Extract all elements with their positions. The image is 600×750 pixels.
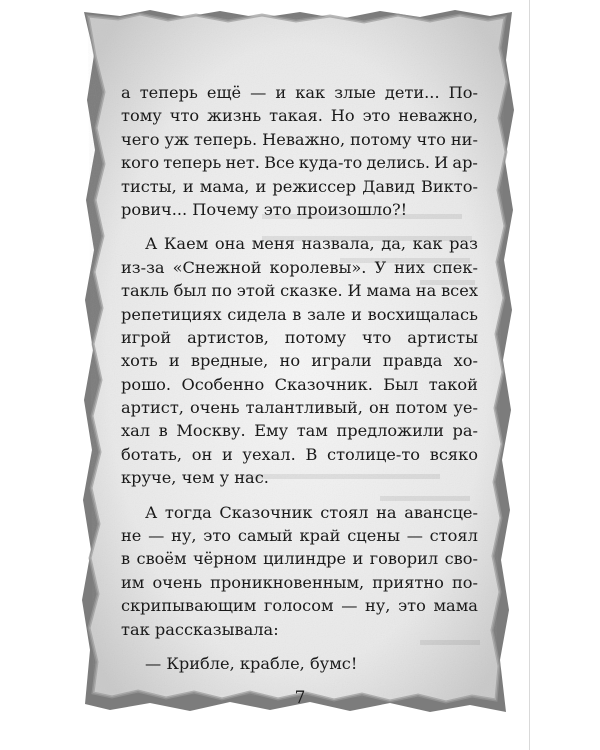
- body-text: [121, 81, 478, 675]
- text-line: А Каем она меня назвала, да, как раз: [145, 234, 478, 254]
- text-line: кого теперь нет. Все куда-то делись. И ар-: [121, 153, 478, 173]
- text-line: артист, очень талантливый, он потом уе-: [121, 398, 478, 418]
- paragraph-gap: [121, 641, 478, 652]
- text-line: — Крибле, крабле, бумс!: [145, 653, 358, 673]
- text-line: такль был по этой сказке. И мама на всех: [121, 281, 478, 301]
- text-line: тисты, и мама, и режиссер Давид Викто-: [121, 176, 478, 196]
- paragraph: [121, 81, 478, 221]
- text-line: хоть и вредные, но играли правда хо-: [121, 351, 478, 371]
- text-line: а теперь ещё — и как злые дети... По-: [121, 83, 478, 102]
- paragraph: [121, 652, 478, 675]
- text-line: не — ну, это самый край сцены — стоял: [121, 526, 478, 546]
- text-line: круче, чем у нас.: [121, 468, 269, 488]
- page-number: 7: [294, 688, 306, 708]
- paragraph-gap: [121, 221, 478, 232]
- text-line: хал в Москву. Ему там предложили ра-: [121, 421, 478, 441]
- text-line: скрипывающим голосом — ну, это мама: [121, 596, 478, 616]
- text-line: так рассказывала:: [121, 619, 279, 639]
- text-line: рошо. Особенно Сказочник. Был такой: [121, 374, 478, 394]
- text-line: тому что жизнь такая. Но это неважно,: [121, 106, 478, 126]
- text-line: игрой артистов, потому что артисты: [121, 327, 478, 347]
- text-line: им очень проникновенным, приятно по-: [121, 572, 478, 592]
- text-line: в своём чёрном цилиндре и говорил сво-: [121, 549, 478, 569]
- text-line: из-за «Снежной королевы». У них спек-: [121, 257, 478, 277]
- paragraph-gap: [121, 490, 478, 501]
- text-line: ботать, он и уехал. В столице-то всяко: [121, 444, 478, 464]
- text-line: А тогда Сказочник стоял на авансце-: [145, 502, 478, 522]
- text-line: репетициях сидела в зале и восхищалась: [121, 304, 478, 324]
- paragraph: [121, 501, 478, 641]
- text-line: рович... Почему это произошло?!: [121, 199, 408, 219]
- paragraph: [121, 232, 478, 489]
- text-line: чего уж теперь. Неважно, потому что ни-: [121, 129, 478, 149]
